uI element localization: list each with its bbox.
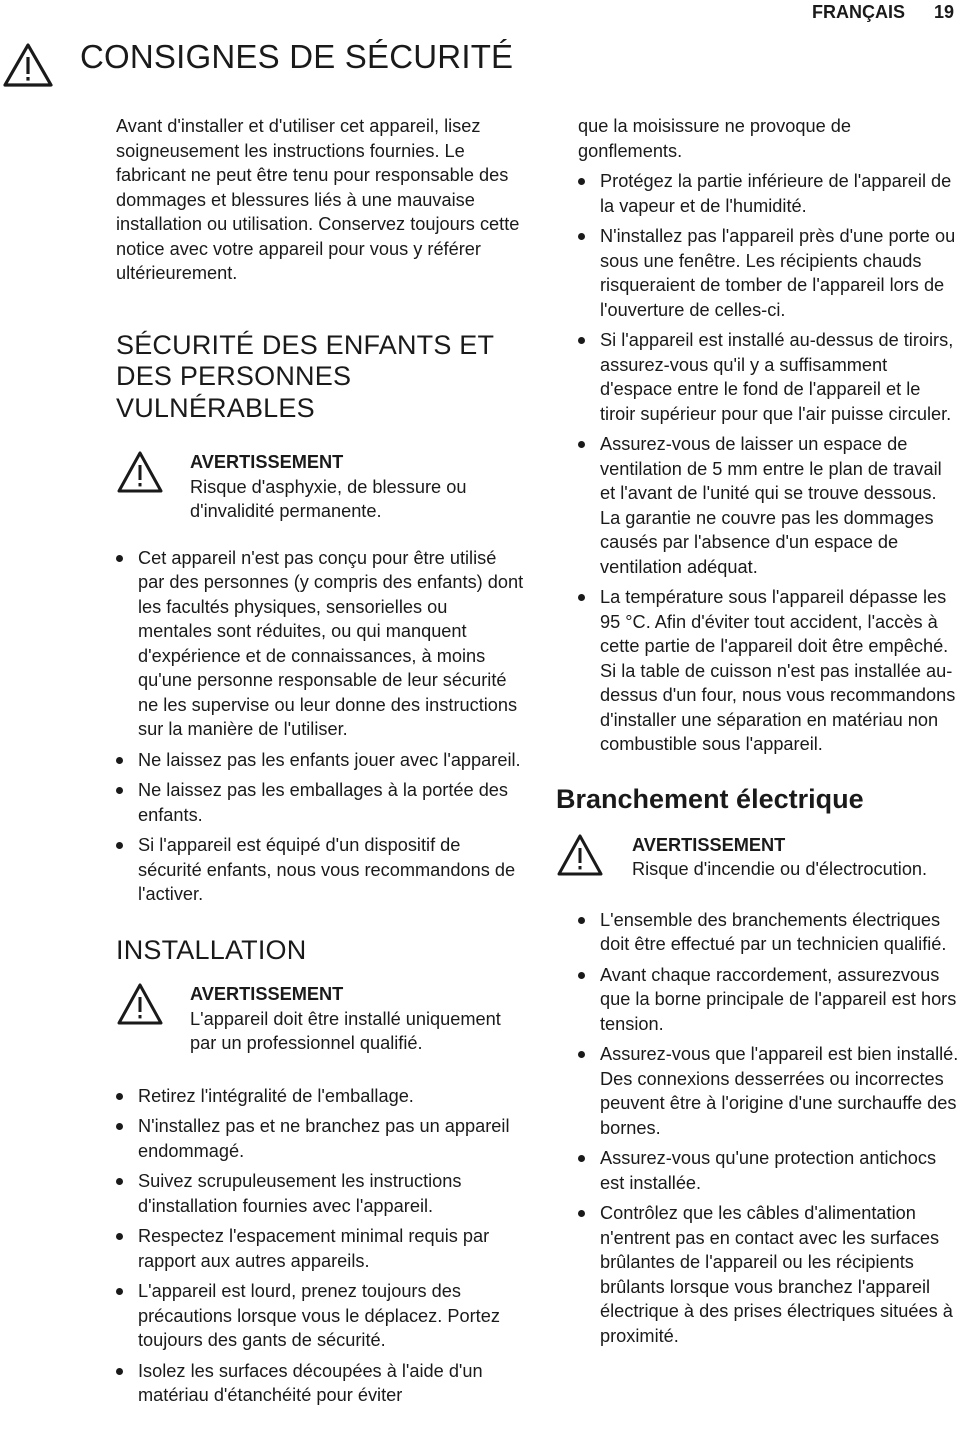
page-title: CONSIGNES DE SÉCURITÉ	[80, 38, 514, 75]
list-item: La température sous l'appareil dépasse les 95 °C. Afin d'éviter tout accident, l'accès à cette partie de l'appareil doit être empêché. Si la table de cuisson n'est pas installée au-dessus d'un four, nous vous recommandons d'installer une séparation en matériau non combustible sous l'appareil.	[578, 585, 960, 757]
warning-text: Risque d'asphyxie, de blessure ou d'invalidité permanente.	[190, 476, 467, 521]
warning-icon	[2, 42, 54, 88]
list-item: N'installez pas l'appareil près d'une porte ou sous une fenêtre. Les récipients chauds risqueraient de tomber de l'appareil lors de l'ouverture de celles-ci.	[578, 224, 960, 322]
header-language: FRANÇAIS	[812, 2, 905, 22]
list-item: Si l'appareil est équipé d'un dispositif de sécurité enfants, nous vous recommandons de l'activer.	[116, 833, 526, 907]
intro-paragraph: Avant d'installer et d'utiliser cet appareil, lisez soigneusement les instructions fournies. Le fabricant ne peut être tenu pour responsable des dommages et blessures liés à une mauvaise installation ou utilisation. Conservez toujours cette notice avec votre appareil pour vous y référer ultérieurement.	[116, 116, 520, 283]
page-number: 19	[934, 2, 955, 22]
list-item: N'installez pas et ne branchez pas un appareil endommagé.	[116, 1114, 526, 1163]
left-column	[116, 114, 526, 1414]
warning-title: AVERTISSEMENT	[190, 984, 344, 1004]
warning-title: AVERTISSEMENT	[190, 452, 344, 472]
installation-list-continued	[578, 169, 960, 757]
list-item: Assurez-vous que l'appareil est bien installé. Des connexions desserrées ou incorrectes peuvent être à l'origine d'une surchauffe des bornes.	[578, 1042, 960, 1140]
list-item: Retirez l'intégralité de l'emballage.	[116, 1084, 526, 1109]
warning-text: L'appareil doit être installé uniquement par un professionnel qualifié.	[190, 1008, 501, 1053]
list-item: L'ensemble des branchements électriques doit être effectué par un technicien qualifié.	[578, 908, 960, 957]
list-item: Isolez les surfaces découpées à l'aide d'un matériau d'étanchéité pour éviter	[116, 1359, 526, 1408]
installation-list	[116, 1084, 526, 1408]
child-safety-list	[116, 546, 526, 907]
electrical-heading: Branchement électrique	[556, 783, 864, 814]
child-safety-heading: SÉCURITÉ DES ENFANTS ET DES PERSONNES VULNÉRABLES	[116, 329, 494, 423]
warning-icon	[556, 833, 604, 877]
warning-title: AVERTISSEMENT	[632, 834, 786, 855]
list-item: Contrôlez que les câbles d'alimentation n'entrent pas en contact avec les surfaces brûlantes de l'appareil ou les récipients brûlants lorsque vous branchez l'appareil électrique à des prises électriques situées à proximité.	[578, 1201, 960, 1348]
right-column	[556, 114, 960, 1354]
electrical-warning	[556, 833, 960, 882]
list-item: Respectez l'espacement minimal requis par rapport aux autres appareils.	[116, 1224, 526, 1273]
installation-heading: INSTALLATION	[116, 934, 307, 965]
list-item: Avant chaque raccordement, assurezvous que la borne principale de l'appareil est hors tension.	[578, 963, 960, 1037]
list-item: Assurez-vous de laisser un espace de ventilation de 5 mm entre le plan de travail et l'avant de l'unité qui se trouve dessous. La garantie ne couvre pas les dommages causés par l'absence d'un espace de ventilation adéquat.	[578, 432, 960, 579]
list-item: Assurez-vous qu'une protection antichocs est installée.	[578, 1146, 960, 1195]
continued-text: que la moisissure ne provoque de gonflements.	[578, 116, 851, 161]
warning-icon	[116, 450, 164, 494]
electrical-list	[578, 908, 960, 1349]
list-item: L'appareil est lourd, prenez toujours des précautions lorsque vous le déplacez. Portez toujours des gants de sécurité.	[116, 1279, 526, 1353]
list-item: Ne laissez pas les emballages à la portée des enfants.	[116, 778, 526, 827]
list-item: Suivez scrupuleusement les instructions d'installation fournies avec l'appareil.	[116, 1169, 526, 1218]
installation-warning	[116, 982, 526, 1056]
child-safety-warning	[116, 450, 526, 524]
list-item: Si l'appareil est installé au-dessus de tiroirs, assurez-vous qu'il y a suffisamment d'espace entre le fond de l'appareil et le tiroir supérieur pour que l'air puisse circuler.	[578, 328, 960, 426]
warning-text: Risque d'incendie ou d'électrocution.	[632, 859, 928, 879]
list-item: Protégez la partie inférieure de l'appareil de la vapeur et de l'humidité.	[578, 169, 960, 218]
list-item: Cet appareil n'est pas conçu pour être utilisé par des personnes (y compris des enfants) dont les facultés physiques, sensorielles ou mentales sont réduites, ou qui manquent d'expérience et de connaissances, à moins qu'une personne responsable de leur sécurité ne les supervise ou leur donne des instructions sur la manière de l'utiliser.	[116, 546, 526, 742]
list-item: Ne laissez pas les enfants jouer avec l'appareil.	[116, 748, 526, 773]
warning-icon	[116, 982, 164, 1026]
